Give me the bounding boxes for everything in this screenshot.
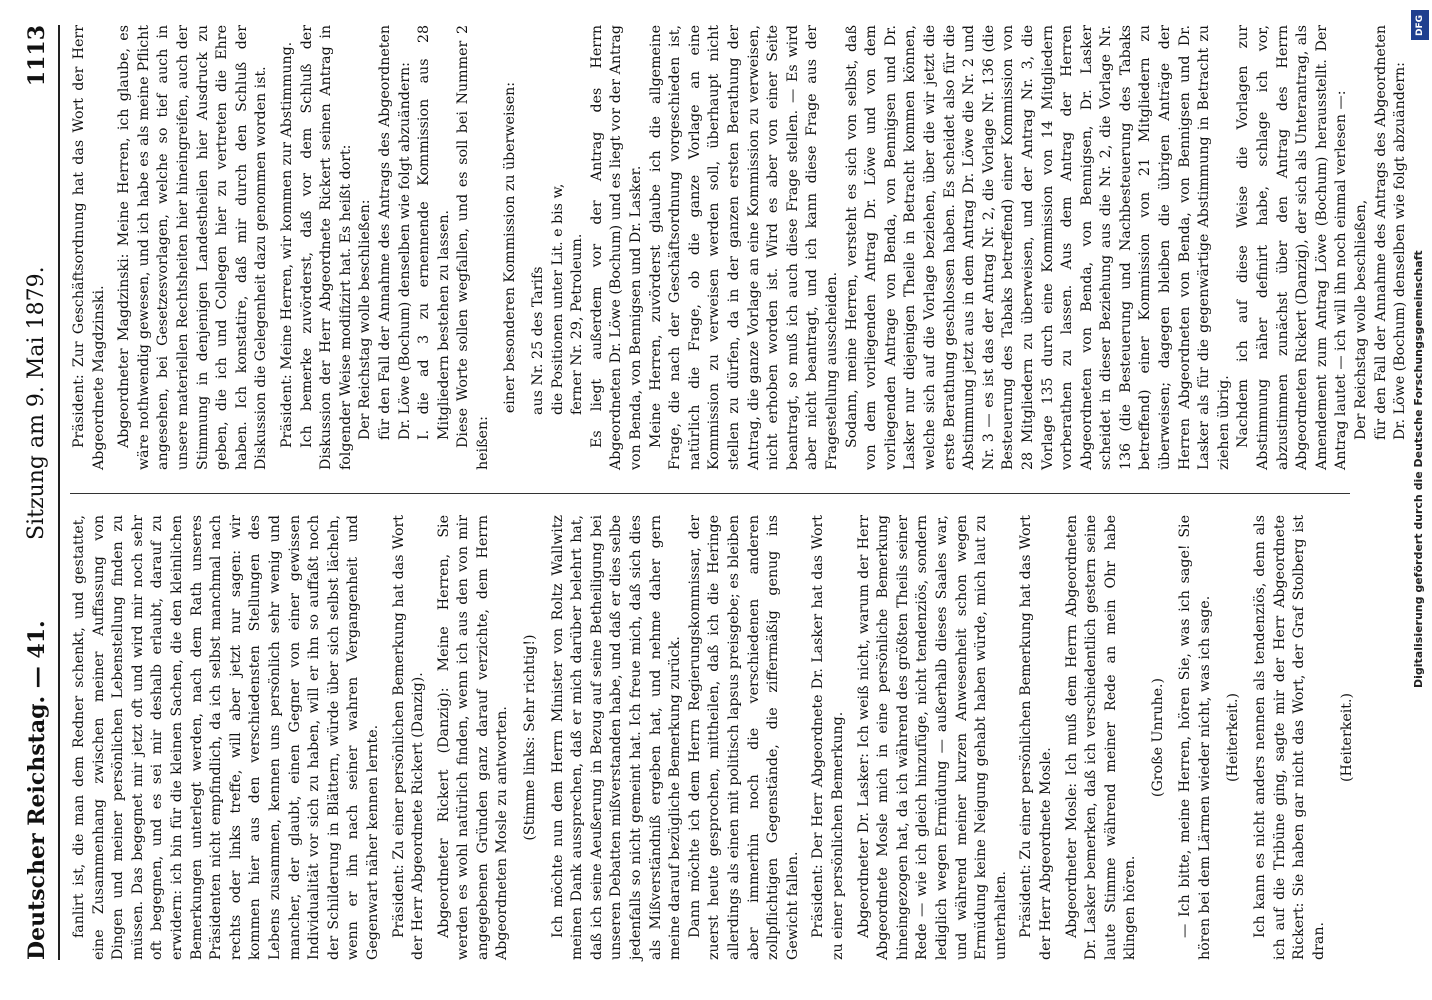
interjection: (Stimme links: Sehr richtig!) xyxy=(522,634,539,841)
header-title: Deutscher Reichstag. — 41. xyxy=(24,620,50,960)
digitization-note: Digitalisierung gefördert durch die Deutsche Forschungsgemeinschaft xyxy=(1412,250,1425,688)
dfg-logo: DFG xyxy=(1411,10,1429,40)
paragraph: Präsident: Zur Geschäftsordnung hat das Wort der Herr Abgeordnete Magdzinski. xyxy=(71,25,107,470)
motion-line: einer besonderen Kommission zu überweisen: xyxy=(502,81,519,414)
paragraph: Ich möchte nun dem Herrn Minister von Roltz Wallwitz meinen Dank aussprechen, daß er mich darüber belehrt hat, daß ich seine Aeußerung in Bezug auf seine Betheiligung bei unseren Debatten mißverstanden habe, und daß er dies selbe jedenfalls so nicht gemeint hat. Ich freue mich, daß sich dies als Mißverständniß ergeben hat, und nehme daher gern meine darauf bezügliche Bemerkung zurück. xyxy=(549,515,684,960)
right-column xyxy=(70,25,1409,470)
motion-line: aus Nr. 25 des Tarifs xyxy=(530,266,547,415)
motion-line: für den Fall der Annahme des Antrags des Abgeordneten Dr. Löwe (Bochum) denselben wie folgt abzuändern: xyxy=(1372,25,1409,440)
header-session: Sitzung am 9. Mai 1879. xyxy=(24,266,49,540)
interjection: (Große Unruhe.) xyxy=(1149,677,1166,798)
motion-line: Der Reichstag wolle beschließen, xyxy=(1353,199,1369,440)
paragraph: Nachdem ich auf diese Weise die Vorlagen zur Abstimmung näher definirt habe, schlage ich vor, abzustimmen zunächst über den Antrag des Herrn Abgeordneten Rickert (Danzig), der sich als Unterantrag, als Amendement zum Antrag Löwe (Bochum) herausstellt. Der Antrag lautet — ich will ihn noch einmal verlesen —: xyxy=(1235,25,1350,470)
interjection: (Heiterkeit.) xyxy=(1338,693,1355,782)
paragraph: Präsident: Zu einer persönlichen Bemerkung hat das Wort der Herr Abgeordnete Rickert (Danzig). xyxy=(390,515,427,960)
paragraph: Ich bemerke zuvörderst, daß vor dem Schluß der Diskussion der Herr Abgeordnete Rickert seinen Antrag in folgender Weise modifizirt hat. Es heißt dort: xyxy=(298,25,354,470)
paragraph: Abgeordneter Magdzinski: Meine Herren, ich glaube, es wäre nothwendig gewesen, und ich habe es als meine Pflicht angesehen, bei Gesetzesvorlagen, welche so tief auch in unsere materiellen Rechtsheiten hier hineingreifen, auch der Stimmung in denjenigen Landestheilen hier Ausdruck zu geben, die ich und Collegen hier zu vertreten die Ehre haben. Ich konstatire, daß mir durch den Schluß der Diskussion die Gelegenheit dazu genommen worden ist. xyxy=(116,25,270,470)
motion-line: Der Reichstag wolle beschließen: xyxy=(357,199,374,440)
left-column xyxy=(70,515,1370,960)
paragraph: Meine Herren, zuvörderst glaube ich die allgemeine Frage, die nach der Geschäftsordnung vorgeschieden ist, natürlich die Frage, ob die ganze Vorlage an eine Kommission zu verweisen werden soll, überhaupt nicht stellen zu dürfen, da in der ganzen ersten Berathung der Antrag, die ganze Vorlage an eine Kommission zu verweisen, nicht erhoben worden ist. Wird es aber von einer Seite beantragt, so muß ich auch diese Frage stellen. — Es wird aber nicht beantragt, und ich kann diese Frage aus der Fragestellung ausscheiden. xyxy=(647,25,840,470)
paragraph: Abgeordneter Mosle: Ich muß dem Herrn Abgeordneten Dr. Lasker bemerken, daß ich verschiedentlich gestern seine laute Stimme während meiner Rede an mein Ohr habe klingen hören. xyxy=(1063,515,1139,960)
motion-line: I. die ad 3 zu ernennende Kommission aus 28 Mitgliedern bestehen zu lassen. xyxy=(416,25,452,440)
paragraph: — Ich bitte, meine Herren, hören Sie, was ich sage! Sie hören bei dem Lärmen wieder nicht, was ich sage. xyxy=(1177,515,1214,960)
column-divider xyxy=(70,493,1350,494)
motion-line: ferner Nr. 29, Petroleum. xyxy=(569,233,586,415)
motion-line: die Positionen unter Lit. e bis w, xyxy=(549,183,566,415)
paragraph: Abgeordneter Rickert (Danzig): Meine Herren, Sie werden es wohl natürlich finden, wenn ich aus den von mir angegebenen Gründen ganz darauf verzichte, dem Herrn Abgeordneten Mosle zu antworten. xyxy=(435,515,511,960)
paragraph: Präsident: Der Herr Abgeordnete Dr. Lasker hat das Wort zu einer persönlichen Bemerkung. xyxy=(810,515,846,960)
page-number: 1113 xyxy=(24,25,50,87)
paragraph: Präsident: Zu einer persönlichen Bemerkung hat das Wort der Herr Abgeordnete Mosle. xyxy=(1018,515,1054,960)
motion-line: für den Fall der Annahme des Antrags des Abgeordneten Dr. Löwe (Bochum) denselben wie folgt abzuändern: xyxy=(376,25,413,440)
paragraph: Sodann, meine Herren, versteht es sich von selbst, daß von dem vorliegenden Antrag Dr. Löwe und von dem vorliegenden Antrage von Benda, von Bennigsen und Dr. Lasker nur diejenigen Theile in Betracht kommen können, welche sich auf die Vorlage beziehen, über die wir jetzt die erste Berathung geschlossen haben. Es scheidet also für die Abstimmung jetzt aus in dem Antrag Dr. Löwe die Nr. 2 und Nr. 3 — es ist das der Antrag Nr. 2, die Vorlage Nr. 136 (die Besteuerung des Tabaks betreffend) einer Kommission von 28 Mitgliedern zu überweisen, und der Antrag Nr. 3, die Vorlage 135 durch eine Kommission von 14 Mitgliedern vorberathen zu lassen. Aus dem Antrag der Herren Abgeordneten von Benda, von Bennigsen, Dr. Lasker scheidet in dieser Beziehung aus die Nr. 2, die Vorlage Nr. 136 (die Besteuerung und Nachbesteuerung des Tabaks betreffend) einer Kommission von 21 Mitgliedern zu überweisen; dagegen bleiben die übrigen Anträge der Herren Abgeordneten von Benda, von Bennigsen und Dr. Lasker als für die gegenwärtige Abstimmung in Betracht zu ziehen übrig. xyxy=(843,25,1232,470)
paragraph: Diese Worte sollen wegfallen, und es soll bei Nummer 2 heißen: xyxy=(455,25,491,470)
paragraph: Abgeordneter Dr. Lasker: Ich weiß nicht, warum der Herr Abgeordnete Mosle mich in eine persönliche Bemerkung hineingezogen hat, da ich während des größten Theils seiner Rede — wie ich gleich hinzufüge, nicht tendenziös, sondern lediglich wegen Ermüdung — außerhalb dieses Saales war, und während meiner kurzen Anwesenheit schon wegen Ermüdung keine Neigung gehabt haben würde, mich laut zu unterhalten. xyxy=(855,515,1009,960)
paragraph: Präsident: Meine Herren, wir kommen zur Abstimmung. xyxy=(278,41,295,448)
header-rule xyxy=(58,25,60,960)
paragraph: fanlirt ist, die man dem Redner schenkt, und gestattet, eine Zusammenhang zwischen meiner Auffassung von Dingen und meiner persönlichen Lebenstellung finden zu müssen. Das begegnet mir jetzt oft und wird mir noch sehr oft begegnen, und es sei mir deshalb erlaubt, darauf zu erwidern: ich bin für die kleinen Sachen, die den kleinlichen Bemerkungen unterlegt werden, nach dem Rath unseres Präsidenten nicht empfindlich, da ich selbst manchmal nach rechts oder links treffe, will aber jetzt nur sagen: wir kommen hier aus den verschiedensten Stellungen des Lebens zusammen, kennen uns persönlich sehr wenig und mancher, der glaubt, einen Gegner von einer gewissen Individualität vor sich zu haben, will er ihn so auffaßt noch der Schilderung in Blättern, würde über sich selbst lächeln, wenn er ihn nach seiner wahren Vergangenheit und Gegenwart näher kennen lernte. xyxy=(71,515,381,960)
interjection: (Heiterkeit.) xyxy=(1224,693,1241,782)
paragraph: Es liegt außerdem vor der Antrag des Herrn Abgeordneten Dr. Löwe (Bochum) und es liegt vor der Antrag von Benda, von Bennigsen und Dr. Lasker. xyxy=(588,25,645,470)
paragraph: Ich kann es nicht anders nennen als tendenziös, denn als ich auf die Tribüne ging, sagte mir der Herr Abgeordnete Rickert: Sie haben gar nicht das Wort, der Graf Stolberg ist dran. xyxy=(1252,515,1328,960)
paragraph: Dann möchte ich dem Herrn Regierungskommissar, der zuerst heute gesprochen, mittheilen, daß ich die Heringe allerdings als einen mit politisch lapsus preisgebe; es bleiben aber immerhin noch die verschiedenen anderen zollpflichtigen Gegenstände, die ziffermäßig genug ins Gewicht fallen. xyxy=(686,515,801,960)
page-header xyxy=(18,25,58,960)
